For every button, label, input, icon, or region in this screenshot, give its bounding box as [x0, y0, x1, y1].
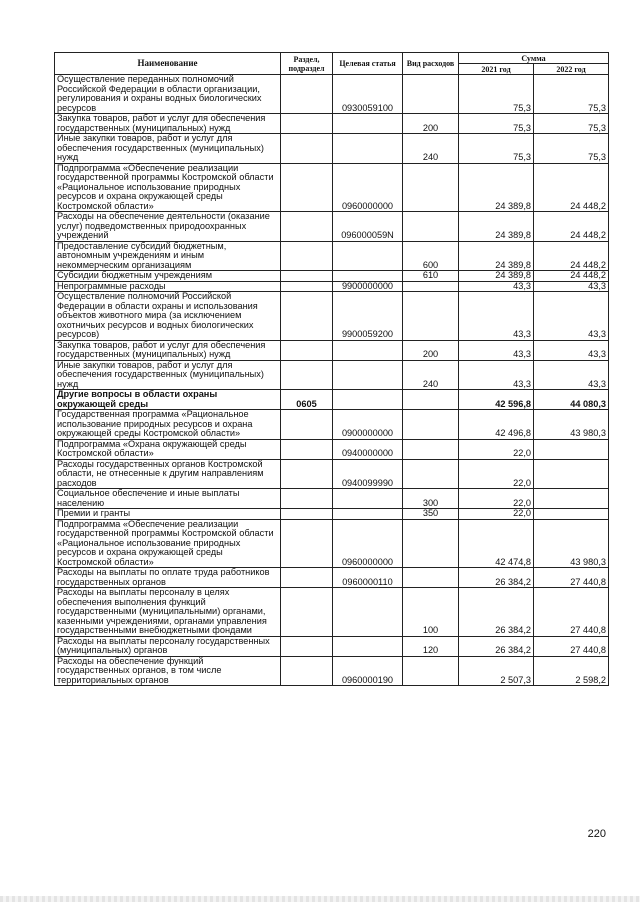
row-value-2021: 24 389,8: [459, 163, 534, 212]
row-name: Расходы на обеспечение функций государственных органов, в том числе территориальных органов: [55, 656, 281, 686]
row-name: Иные закупки товаров, работ и услуг для обеспечения государственных (муниципальных) нужд: [55, 360, 281, 390]
row-name: Расходы на обеспечение деятельности (оказание услуг) подведомственных природоохранных учреждений: [55, 212, 281, 242]
row-section: [281, 509, 333, 520]
table-row: [55, 390, 609, 410]
page-number: 220: [587, 828, 606, 840]
row-name: Закупка товаров, работ и услуг для обеспечения государственных (муниципальных) нужд: [55, 340, 281, 360]
row-value-2022: 43,3: [534, 281, 609, 292]
row-name: Подпрограмма «Охрана окружающей среды Костромской области»: [55, 439, 281, 459]
row-target: 0940099990: [333, 459, 403, 489]
row-name: Подпрограмма «Обеспечение реализации государственной программы Костромской области «Рациональное использование природных ресурсов и охрана окружающей среды Костромской области»: [55, 163, 281, 212]
row-value-2022: 24 448,2: [534, 212, 609, 242]
row-value-2021: 42 596,8: [459, 390, 534, 410]
table-row: [55, 134, 609, 164]
row-value-2022: 27 440,8: [534, 636, 609, 656]
table-row: [55, 114, 609, 134]
row-value-2022: 43,3: [534, 360, 609, 390]
row-value-2022: 2 598,2: [534, 656, 609, 686]
row-value-2022: [534, 459, 609, 489]
row-value-2022: 43 980,3: [534, 519, 609, 568]
row-section: [281, 163, 333, 212]
row-value-2022: [534, 509, 609, 520]
table-row: [55, 568, 609, 588]
row-type: 240: [403, 360, 459, 390]
row-value-2021: 43,3: [459, 292, 534, 341]
row-name: Расходы государственных органов Костромской области, не отнесенные к другим направлениям расходов: [55, 459, 281, 489]
row-name: Предоставление субсидий бюджетным, автономным учреждениям и иным некоммерческим организациям: [55, 241, 281, 271]
table-row: [55, 292, 609, 341]
row-target: [333, 241, 403, 271]
table-row: [55, 509, 609, 520]
row-value-2022: 27 440,8: [534, 568, 609, 588]
row-name: Расходы на выплаты персоналу в целях обеспечения выполнения функций государственными (муниципальными) органами, казенными учреждениями, органами управления государственными внебюджетными фондами: [55, 588, 281, 637]
row-value-2021: 75,3: [459, 75, 534, 114]
row-target: [333, 134, 403, 164]
row-value-2021: 75,3: [459, 134, 534, 164]
row-target: [333, 636, 403, 656]
row-value-2021: 43,3: [459, 281, 534, 292]
row-value-2022: 75,3: [534, 75, 609, 114]
row-value-2022: 44 080,3: [534, 390, 609, 410]
table-row: [55, 163, 609, 212]
row-target: [333, 271, 403, 282]
row-type: [403, 75, 459, 114]
row-type: [403, 292, 459, 341]
row-value-2022: 43 980,3: [534, 410, 609, 440]
row-target: [333, 509, 403, 520]
row-target: 0960000110: [333, 568, 403, 588]
table-row: [55, 489, 609, 509]
row-target: [333, 390, 403, 410]
table-row: [55, 410, 609, 440]
row-target: [333, 340, 403, 360]
row-name: Расходы на выплаты персоналу государственных (муниципальных) органов: [55, 636, 281, 656]
row-value-2021: 22,0: [459, 459, 534, 489]
row-name: Осуществление переданных полномочий Российской Федерации в области организации, регулирования и охраны водных биологических ресурсов: [55, 75, 281, 114]
row-target: [333, 489, 403, 509]
row-type: [403, 390, 459, 410]
row-value-2021: 26 384,2: [459, 636, 534, 656]
row-section: [281, 489, 333, 509]
row-section: [281, 410, 333, 440]
row-value-2021: 26 384,2: [459, 568, 534, 588]
row-value-2021: 24 389,8: [459, 241, 534, 271]
row-value-2021: 22,0: [459, 489, 534, 509]
row-type: [403, 212, 459, 242]
row-value-2022: 75,3: [534, 134, 609, 164]
row-name: Расходы на выплаты по оплате труда работников государственных органов: [55, 568, 281, 588]
row-value-2021: 24 389,8: [459, 271, 534, 282]
row-value-2022: 43,3: [534, 340, 609, 360]
row-value-2022: 75,3: [534, 114, 609, 134]
row-section: [281, 281, 333, 292]
row-type: 200: [403, 340, 459, 360]
row-type: [403, 281, 459, 292]
row-value-2021: 22,0: [459, 509, 534, 520]
table-row: [55, 360, 609, 390]
row-name: Осуществление полномочий Российской Федерации в области охраны и использования объектов животного мира (за исключением охотничьих ресурсов и водных биологических ресурсов): [55, 292, 281, 341]
row-section: [281, 519, 333, 568]
row-target: 0930059100: [333, 75, 403, 114]
row-section: [281, 114, 333, 134]
row-section: [281, 636, 333, 656]
row-name: Другие вопросы в области охраны окружающей среды: [55, 390, 281, 410]
row-value-2021: 26 384,2: [459, 588, 534, 637]
row-name: Премии и гранты: [55, 509, 281, 520]
row-value-2021: 22,0: [459, 439, 534, 459]
table-row: [55, 241, 609, 271]
table-row: [55, 271, 609, 282]
row-value-2021: 42 474,8: [459, 519, 534, 568]
header-section: Раздел, подраздел: [281, 53, 333, 75]
row-value-2022: 27 440,8: [534, 588, 609, 637]
table-row: [55, 656, 609, 686]
table-row: [55, 519, 609, 568]
row-type: 100: [403, 588, 459, 637]
row-target: 0960000190: [333, 656, 403, 686]
row-section: [281, 439, 333, 459]
row-section: [281, 588, 333, 637]
header-year-2021: 2021 год: [459, 64, 534, 75]
row-target: [333, 114, 403, 134]
budget-table-sheet: [54, 52, 608, 686]
row-type: [403, 656, 459, 686]
table-row: [55, 636, 609, 656]
row-type: 240: [403, 134, 459, 164]
row-type: 350: [403, 509, 459, 520]
row-target: 9900000000: [333, 281, 403, 292]
table-body: [55, 75, 609, 686]
row-value-2021: 42 496,8: [459, 410, 534, 440]
row-value-2022: 24 448,2: [534, 271, 609, 282]
row-value-2022: 43,3: [534, 292, 609, 341]
row-target: 0960000000: [333, 163, 403, 212]
row-target: [333, 360, 403, 390]
row-value-2022: 24 448,2: [534, 241, 609, 271]
row-section: [281, 340, 333, 360]
row-type: 300: [403, 489, 459, 509]
table-row: [55, 75, 609, 114]
table-row: [55, 439, 609, 459]
row-section: [281, 568, 333, 588]
header-name: Наименование: [55, 53, 281, 75]
row-name: Подпрограмма «Обеспечение реализации государственной программы Костромской области «Рациональное использование природных ресурсов и охрана окружающей среды Костромской области»: [55, 519, 281, 568]
table-row: [55, 459, 609, 489]
row-name: Иные закупки товаров, работ и услуг для обеспечения государственных (муниципальных) нужд: [55, 134, 281, 164]
row-type: [403, 163, 459, 212]
row-section: [281, 212, 333, 242]
row-target: 0940000000: [333, 439, 403, 459]
row-section: [281, 271, 333, 282]
table-row: [55, 281, 609, 292]
row-name: Социальное обеспечение и иные выплаты населению: [55, 489, 281, 509]
row-name: Непрограммные расходы: [55, 281, 281, 292]
row-target: 9900059200: [333, 292, 403, 341]
row-value-2021: 75,3: [459, 114, 534, 134]
header-sum: Сумма: [459, 53, 609, 64]
row-section: [281, 292, 333, 341]
row-value-2022: [534, 439, 609, 459]
row-value-2022: [534, 489, 609, 509]
row-type: [403, 439, 459, 459]
row-type: [403, 459, 459, 489]
row-value-2021: 43,3: [459, 340, 534, 360]
table-row: [55, 340, 609, 360]
scan-edge-strip: [0, 896, 640, 902]
header-target: Целевая статья: [333, 53, 403, 75]
row-type: [403, 410, 459, 440]
row-target: 0900000000: [333, 410, 403, 440]
row-section: [281, 241, 333, 271]
row-section: [281, 75, 333, 114]
table-row: [55, 588, 609, 637]
row-section: [281, 656, 333, 686]
row-section: [281, 459, 333, 489]
row-name: Закупка товаров, работ и услуг для обеспечения государственных (муниципальных) нужд: [55, 114, 281, 134]
row-type: 600: [403, 241, 459, 271]
row-type: 610: [403, 271, 459, 282]
row-type: [403, 568, 459, 588]
header-year-2022: 2022 год: [534, 64, 609, 75]
budget-table: [54, 52, 609, 686]
row-value-2021: 43,3: [459, 360, 534, 390]
row-section: 0605: [281, 390, 333, 410]
row-target: 0960000000: [333, 519, 403, 568]
row-name: Государственная программа «Рациональное использование природных ресурсов и охрана окружающей среды Костромской области»: [55, 410, 281, 440]
row-section: [281, 360, 333, 390]
row-section: [281, 134, 333, 164]
row-target: 096000059N: [333, 212, 403, 242]
row-type: 200: [403, 114, 459, 134]
row-value-2021: 2 507,3: [459, 656, 534, 686]
row-type: 120: [403, 636, 459, 656]
table-row: [55, 212, 609, 242]
row-target: [333, 588, 403, 637]
header-type: Вид расходов: [403, 53, 459, 75]
row-value-2021: 24 389,8: [459, 212, 534, 242]
row-value-2022: 24 448,2: [534, 163, 609, 212]
row-type: [403, 519, 459, 568]
row-name: Субсидии бюджетным учреждениям: [55, 271, 281, 282]
